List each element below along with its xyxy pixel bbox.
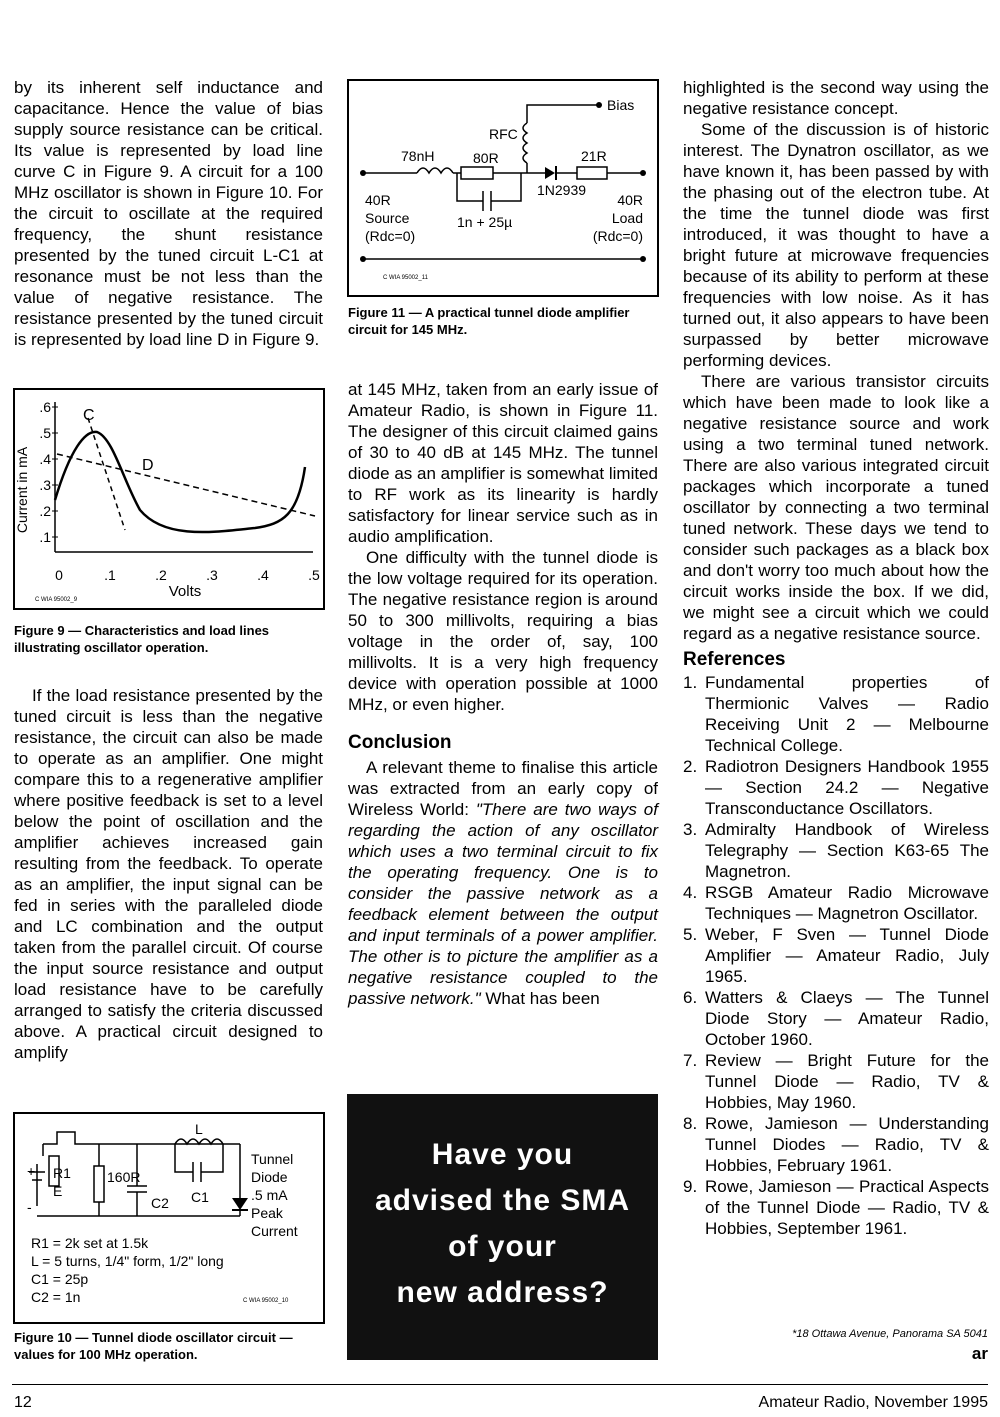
reference-number: 1. (683, 673, 698, 692)
reference-text: Radiotron Designers Handbook 1955 — Section 24.2 — Negative Transconductance Oscillators. (705, 757, 989, 818)
reference-item (683, 882, 989, 924)
fig9-xticks (55, 567, 320, 583)
reference-number: 2. (683, 757, 698, 776)
fig11-78nh: 78nH (401, 148, 435, 164)
fig10-160r: 160R (107, 1169, 141, 1185)
body-paragraph: highlighted is the second way using the negative resistance concept. (683, 78, 989, 118)
fig9-ytick-label: .4 (39, 451, 51, 467)
body-paragraph: There are various transistor circuits which have been made to look like a negative resistance source and work using a two terminal tuned network. There are also various integrated circuit packages which incorporate a tuned oscillator by connecting a two terminal tuned network. These days we tend to consider such packages as a black box and don't worry too much about how the circuit works inside the box. If we did, we might see a circuit which we could regard as a negative resistance source. (683, 372, 989, 643)
fig9-xtick-label: .1 (104, 567, 116, 583)
fig11-21r: 21R (581, 148, 607, 164)
fig9-ylabel: Current in mA (15, 446, 30, 534)
reference-text: Review — Bright Future for the Tunnel Diode — Radio, TV & Hobbies, May 1960. (705, 1051, 989, 1112)
body-paragraph: If the load resistance presented by the tuned circuit is less than the negative resistance, the circuit can also be made to operate as an amplifier. One might compare this to a regenerative amplifier where positive feedback is set to a level below the point of oscillation and the amplifier achieves increased gain resulting from the feedback. To operate as an amplifier, the input signal can be fed in series with the paralleled diode and LC combination and the output taken from the parallel circuit. Of course the input source resistance and output load resistance have to be carefully arranged to satisfy the criteria discussed above. A practical circuit designed to amplify (14, 686, 323, 1062)
fig9-xtick-label: .3 (206, 567, 218, 583)
references-heading: References (683, 649, 786, 670)
reference-number: 5. (683, 925, 698, 944)
figure-9-graph (15, 390, 323, 608)
ad-line: new address? (396, 1276, 609, 1309)
reference-number: 8. (683, 1114, 698, 1133)
wireless-world-quote: "There are two ways of regarding the action of any oscillator which uses a two terminal circuit to fix the operating frequency. One is to consider the passive network as a feedback element between the output and input terminals of a power amplifier. The other is to picture the amplifier as a negative resistance coupled to the passive network." (348, 800, 658, 1008)
reference-number: 3. (683, 820, 698, 839)
figure-10-schematic (15, 1114, 323, 1322)
reference-number: 6. (683, 988, 698, 1007)
fig9-ytick-label: .6 (39, 399, 51, 415)
fig10-value: C2 = 1n (31, 1289, 81, 1305)
fig9-xtick-label: 0 (55, 567, 63, 583)
fig10-value: L = 5 turns, 1/4" form, 1/2" long (31, 1253, 224, 1269)
figure-10 (13, 1112, 325, 1324)
column-1-bottom (14, 685, 323, 1063)
figure-11 (347, 79, 659, 297)
fig11-source-line2: Source (365, 210, 410, 226)
reference-item (683, 987, 989, 1050)
fig9-label-c: C (83, 407, 95, 424)
reference-text: Rowe, Jamieson — Practical Aspects of the Tunnel Diode — Radio, TV & Hobbies, September 1961. (705, 1177, 989, 1238)
fig10-value: C1 = 25p (31, 1271, 89, 1287)
fig9-xtick-label: .5 (308, 567, 320, 583)
body-paragraph: Some of the discussion is of historic interest. The Dynatron oscillator, as we have known it, has been passed by with the phasing out of the electron tube. At the time the tunnel diode was first introduced, it was thought to have a bright future at microwave frequencies because of its ability to perform at these frequencies with low noise. As it has turned out, it also appears to have been surpassed by better microwave performing devices. (683, 120, 989, 370)
body-paragraph: A relevant theme to finalise this article was extracted from an early copy of Wireless World: "There are two ways of regarding the action of any oscillator which uses a two terminal circuit to fix the operating frequency. One is to consider the passive network as a feedback element between the output and input terminals of a power amplifier. The other is to picture the amplifier as a negative resistance coupled to the passive network." What has been (348, 758, 658, 1008)
references-list (683, 672, 989, 1239)
fig11-1n2939: 1N2939 (537, 182, 587, 198)
reference-item (683, 819, 989, 882)
fig11-load-line1: 40R (617, 192, 643, 208)
fig9-load-line-c (88, 418, 125, 530)
fig10-td-line5: Current (251, 1223, 298, 1239)
fig9-ytick-label: .1 (39, 529, 51, 545)
column-3-text (683, 77, 989, 1239)
body-paragraph: by its inherent self inductance and capacitance. Hence the value of bias supply source resistance can be critical. Its value is represented by load line curve C in Figure 9. A circuit for a 100 MHz oscillator is shown in Figure 10. For the circuit to oscillate at the required frequency, the shunt resistance presented by the tuned circuit L-C1 at resonance must be not less than the value of negative resistance. The resistance presented by the tuned circuit is represented by load line D in Figure 9. (14, 78, 323, 349)
page-number: 12 (14, 1394, 32, 1411)
figure-11-schematic (349, 81, 657, 295)
fig11-code: C WIA 95002_11 (383, 275, 428, 281)
reference-item (683, 672, 989, 756)
figure-9 (13, 388, 325, 610)
fig9-code: C WIA 95002_9 (35, 597, 78, 603)
fig9-ytick-label: .2 (39, 503, 51, 519)
diode-icon (545, 167, 555, 179)
column-2-text (348, 379, 658, 1009)
fig11-load-line3: (Rdc=0) (592, 228, 643, 244)
body-paragraph: at 145 MHz, taken from an early issue of Amateur Radio, is shown in Figure 11. The designer of this circuit claimed gains of 30 to 40 dB at 145 MHz. The tunnel diode as an amplifier is somewhat limited to RF work as its linearity is hardly satisfactory for linear service such as in audio amplification. (348, 380, 658, 546)
end-mark: ar (971, 1344, 988, 1363)
figure-9-caption: Figure 9 — Characteristics and load lines illustrating oscillator operation. (14, 623, 270, 655)
column-1-top (14, 77, 323, 350)
reference-text: RSGB Amateur Radio Microwave Techniques — Magnetron Oscillator. (705, 883, 989, 923)
fig11-source-line3: (Rdc=0) (365, 228, 416, 244)
fig9-label-d: D (142, 457, 154, 474)
fig10-td-line4: Peak (251, 1205, 283, 1221)
reference-text: Rowe, Jamieson — Understanding Tunnel Diodes — Radio, TV & Hobbies, February 1961. (705, 1114, 989, 1175)
ad-line: Have you (431, 1138, 574, 1171)
tunnel-diode-icon (232, 1198, 248, 1210)
fig10-l: L (195, 1121, 203, 1137)
ad-line: of your (448, 1230, 557, 1263)
fig10-r1: R1 (53, 1165, 71, 1181)
body-paragraph: One difficulty with the tunnel diode is the low voltage required for its operation. The negative resistance region is around 50 to 300 millivolts, requiring a bias voltage in the order of, say, 100 millivolts. It is a very high frequency device with operation possible at 1000 MHz, or even higher. (348, 548, 658, 714)
fig9-xtick-label: .4 (257, 567, 269, 583)
fig9-ytick-label: .3 (39, 477, 51, 493)
fig10-minus: - (27, 1199, 32, 1215)
fig11-source-line1: 40R (365, 192, 391, 208)
fig10-plus: + (27, 1163, 36, 1179)
reference-text: Weber, F Sven — Tunnel Diode Amplifier — Amateur Radio, July 1965. (705, 925, 989, 986)
figure-11-caption: Figure 11 — A practical tunnel diode amplifier circuit for 145 MHz. (348, 305, 630, 337)
fig10-value: R1 = 2k set at 1.5k (31, 1235, 149, 1251)
reference-number: 7. (683, 1051, 698, 1070)
fig9-xlabel: Volts (168, 583, 202, 600)
reference-text: Admiralty Handbook of Wireless Telegraphy — Section K63-65 The Magnetron. (705, 820, 989, 881)
fig10-e: E (53, 1183, 63, 1199)
fig10-c1: C1 (191, 1189, 209, 1205)
fig9-characteristic-curve (55, 432, 305, 532)
fig9-ytick-label: .5 (39, 425, 51, 441)
reference-item (683, 756, 989, 819)
reference-item (683, 1113, 989, 1176)
reference-item (683, 924, 989, 987)
fig9-load-line-d (57, 454, 315, 516)
fig10-td-line1: Tunnel (251, 1151, 294, 1167)
fig10-td-line2: Diode (251, 1169, 288, 1185)
fig10-td-line3: .5 mA (251, 1187, 288, 1203)
reference-number: 4. (683, 883, 698, 902)
fig10-code: C WIA 95002_10 (243, 1298, 289, 1304)
footer-rule (12, 1384, 988, 1385)
ad-line: advised the SMA (374, 1184, 631, 1217)
fig11-80r: 80R (473, 150, 499, 166)
fig11-cap-label: 1n + 25µ (457, 214, 513, 230)
publication-line: Amateur Radio, November 1995 (758, 1394, 988, 1411)
fig11-rfc: RFC (489, 126, 518, 142)
reference-number: 9. (683, 1177, 698, 1196)
fig11-load-line2: Load (611, 210, 643, 226)
fig10-c2: C2 (151, 1195, 169, 1211)
reference-item (683, 1050, 989, 1113)
author-address: *18 Ottawa Avenue, Panorama SA 5041 (792, 1328, 988, 1340)
reference-text: Fundamental properties of Thermionic Valves — Radio Receiving Unit 2 — Melbourne Technical College. (705, 673, 989, 755)
reference-item (683, 1176, 989, 1239)
fig9-xtick-label: .2 (155, 567, 167, 583)
reference-text: Watters & Claeys — The Tunnel Diode Story — Amateur Radio, October 1960. (705, 988, 989, 1049)
sma-address-ad (347, 1094, 658, 1360)
conclusion-heading: Conclusion (348, 732, 452, 753)
figure-10-caption: Figure 10 — Tunnel diode oscillator circuit — values for 100 MHz operation. (14, 1330, 293, 1362)
fig11-bias: Bias (607, 97, 635, 113)
